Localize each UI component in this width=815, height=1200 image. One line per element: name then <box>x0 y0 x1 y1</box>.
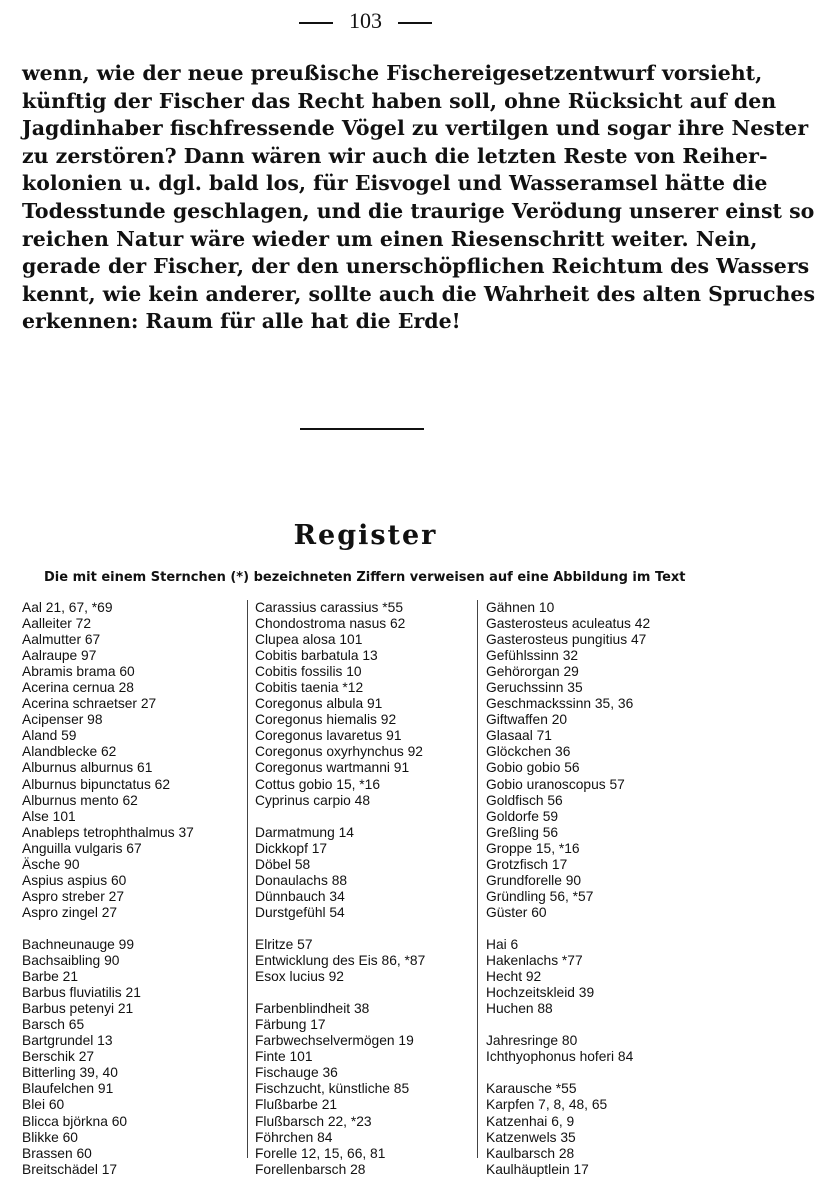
header-dash-left <box>299 22 333 24</box>
register-entry: Alburnus mento 62 <box>22 792 138 808</box>
register-entry: Gasterosteus pungitius 47 <box>486 632 647 648</box>
register-entry: Glöckchen 36 <box>486 744 571 760</box>
register-entry: Brassen 60 <box>22 1145 92 1161</box>
register-entry: Farbwechselvermögen 19 <box>255 1033 414 1049</box>
register-entry: Flußbarbe 21 <box>255 1097 338 1113</box>
register-spacer <box>255 985 473 1001</box>
intro-line: künftig der Fischer das Recht haben soll, ohne Rücksicht auf den <box>22 88 777 113</box>
register-entry: Huchen 88 <box>486 1001 553 1017</box>
register-entry: Geruchssinn 35 <box>486 680 583 696</box>
register-entry: Alburnus bipunctatus 62 <box>22 776 171 792</box>
intro-line: gerade der Fischer, der den unerschöpflichen Reichtum des Wassers <box>22 254 810 279</box>
register-spacer <box>22 921 244 937</box>
register-entry: Barsch 65 <box>22 1017 85 1033</box>
register-entry: Aspius aspius 60 <box>22 872 127 888</box>
register-entry: Clupea alosa 101 <box>255 632 363 648</box>
register-entry: Kaulhäuptlein 17 <box>486 1161 589 1177</box>
register-entry: Chondostroma nasus 62 <box>255 616 406 632</box>
register-entry: Glasaal 71 <box>486 728 552 744</box>
register-entry: Gründling 56, *57 <box>486 888 594 904</box>
register-spacer <box>486 1065 711 1081</box>
register-entry: Gobio uranoscopus 57 <box>486 776 625 792</box>
page-number: 103 <box>349 8 382 33</box>
intro-line: kennt, wie kein anderer, sollte auch die Wahrheit des alten Spruches <box>22 281 815 306</box>
register-entry: Dickkopf 17 <box>255 840 328 856</box>
register-entry: Katzenhai 6, 9 <box>486 1113 575 1129</box>
register-entry: Giftwaffen 20 <box>486 712 568 728</box>
register-column-1 <box>22 600 244 1178</box>
register-entry: Blikke 60 <box>22 1129 78 1145</box>
intro-line: Todesstunde geschlagen, und die traurige Verödung unserer einst so <box>22 198 815 223</box>
register-entry: Entwicklung des Eis 86, *87 <box>255 953 426 969</box>
register-entry: Alse 101 <box>22 808 76 824</box>
register-entry: Groppe 15, *16 <box>486 840 580 856</box>
intro-line: wenn, wie der neue preußische Fischereigesetzentwurf vorsieht, <box>22 61 763 85</box>
register-entry: Blaufelchen 91 <box>22 1081 114 1097</box>
register-spacer <box>486 921 711 937</box>
register-entry: Finte 101 <box>255 1049 313 1065</box>
register-entry: Bachsaibling 90 <box>22 953 120 969</box>
register-entry: Hecht 92 <box>486 969 542 985</box>
register-note: Die mit einem Sternchen (*) bezeichneten Ziffern verweisen auf eine Abbildung im Text <box>44 570 686 585</box>
intro-line: zu zerstören? Dann wären wir auch die letzten Reste von Reiher- <box>22 143 768 168</box>
page-header <box>0 8 731 34</box>
register-entry: Katzenwels 35 <box>486 1129 576 1145</box>
register-entry: Coregonus lavaretus 91 <box>255 728 402 744</box>
register-entry: Alburnus alburnus 61 <box>22 760 153 776</box>
register-entry: Dünnbauch 34 <box>255 888 345 904</box>
register-entry: Grotzfisch 17 <box>486 856 568 872</box>
register-entry: Aal 21, 67, *69 <box>22 600 113 615</box>
register-entry: Hai 6 <box>486 936 519 952</box>
column-divider-2 <box>477 600 478 1158</box>
register-entry: Gähnen 10 <box>486 600 555 615</box>
register-entry: Carassius carassius *55 <box>255 600 403 615</box>
register-entry: Bartgrundel 13 <box>22 1033 113 1049</box>
register-entry: Bachneunauge 99 <box>22 936 135 952</box>
register-entry: Kaulbarsch 28 <box>486 1145 575 1161</box>
register-entry: Greßling 56 <box>486 824 559 840</box>
register-column-2 <box>255 600 473 1178</box>
register-entry: Hochzeitskleid 39 <box>486 985 595 1001</box>
column-divider-1 <box>247 600 248 1158</box>
register-entry: Acerina schraetser 27 <box>22 696 157 712</box>
register-entry: Aalmutter 67 <box>22 632 101 648</box>
register-entry: Karausche *55 <box>486 1081 577 1097</box>
intro-line: kolonien u. dgl. bald los, für Eisvogel und Wasseramsel hätte die <box>22 171 768 196</box>
register-entry: Cobitis taenia *12 <box>255 680 364 696</box>
register-entry: Barbus fluviatilis 21 <box>22 985 141 1001</box>
register-entry: Elritze 57 <box>255 936 313 952</box>
register-entry: Flußbarsch 22, *23 <box>255 1113 372 1129</box>
register-entry: Breitschädel 17 <box>22 1161 118 1177</box>
register-entry: Esox lucius 92 <box>255 969 344 985</box>
section-separator <box>300 428 424 430</box>
register-entry: Cyprinus carpio 48 <box>255 792 371 808</box>
register-column-3 <box>486 600 711 1178</box>
intro-line: erkennen: Raum für alle hat die Erde! <box>22 309 461 334</box>
register-entry: Aland 59 <box>22 728 77 744</box>
register-entry: Bitterling 39, 40 <box>22 1065 118 1081</box>
intro-paragraph <box>22 60 815 336</box>
register-entry: Hakenlachs *77 <box>486 953 583 969</box>
register-entry: Anableps tetrophthalmus 37 <box>22 824 194 840</box>
register-entry: Ichthyophonus hoferi 84 <box>486 1049 634 1065</box>
register-entry: Güster 60 <box>486 904 547 920</box>
register-entry: Gasterosteus aculeatus 42 <box>486 616 651 632</box>
register-entry: Darmatmung 14 <box>255 824 354 840</box>
register-entry: Gefühlssinn 32 <box>486 648 579 664</box>
register-entry: Geschmackssinn 35, 36 <box>486 696 634 712</box>
register-title: Register <box>293 520 438 551</box>
register-entry: Karpfen 7, 8, 48, 65 <box>486 1097 608 1113</box>
register-entry: Alandblecke 62 <box>22 744 117 760</box>
register-entry: Barbus petenyi 21 <box>22 1001 134 1017</box>
intro-line: reichen Natur wäre wieder um einen Riesenschritt weiter. Nein, <box>22 226 758 251</box>
register-entry: Anguilla vulgaris 67 <box>22 840 142 856</box>
register-entry: Gobio gobio 56 <box>486 760 580 776</box>
register-entry: Forelle 12, 15, 66, 81 <box>255 1145 386 1161</box>
register-entry: Gehörorgan 29 <box>486 664 579 680</box>
register-entry: Blei 60 <box>22 1097 65 1113</box>
register-entry: Fischauge 36 <box>255 1065 338 1081</box>
register-entry: Coregonus oxyrhynchus 92 <box>255 744 423 760</box>
register-entry: Durstgefühl 54 <box>255 904 345 920</box>
register-entry: Goldfisch 56 <box>486 792 563 808</box>
register-entry: Äsche 90 <box>22 856 80 872</box>
intro-line: Jagdinhaber fischfressende Vögel zu vertilgen und sogar ihre Nester <box>22 116 809 141</box>
register-entry: Aalraupe 97 <box>22 648 97 664</box>
register-entry: Cobitis fossilis 10 <box>255 664 362 680</box>
register-entry: Forellenbarsch 28 <box>255 1161 366 1177</box>
register-entry: Döbel 58 <box>255 856 311 872</box>
register-entry: Jahresringe 80 <box>486 1033 578 1049</box>
register-entry: Farbenblindheit 38 <box>255 1001 370 1017</box>
register-entry: Abramis brama 60 <box>22 664 135 680</box>
register-spacer <box>486 1017 711 1033</box>
register-entry: Coregonus wartmanni 91 <box>255 760 410 776</box>
register-entry: Berschik 27 <box>22 1049 95 1065</box>
register-entry: Föhrchen 84 <box>255 1129 333 1145</box>
register-entry: Grundforelle 90 <box>486 872 582 888</box>
register-entry: Acipenser 98 <box>22 712 103 728</box>
register-entry: Barbe 21 <box>22 969 78 985</box>
register-entry: Cobitis barbatula 13 <box>255 648 378 664</box>
register-entry: Acerina cernua 28 <box>22 680 134 696</box>
register-entry: Goldorfe 59 <box>486 808 559 824</box>
header-dash-right <box>398 22 432 24</box>
register-entry: Fischzucht, künstliche 85 <box>255 1081 410 1097</box>
register-entry: Aspro zingel 27 <box>22 904 118 920</box>
register-entry: Cottus gobio 15, *16 <box>255 776 381 792</box>
register-entry: Blicca björkna 60 <box>22 1113 128 1129</box>
register-entry: Färbung 17 <box>255 1017 326 1033</box>
register-entry: Coregonus albula 91 <box>255 696 383 712</box>
register-entry: Aspro streber 27 <box>22 888 124 904</box>
register-spacer <box>255 809 473 825</box>
register-entry: Coregonus hiemalis 92 <box>255 712 397 728</box>
register-entry: Aalleiter 72 <box>22 616 92 632</box>
register-entry: Donaulachs 88 <box>255 872 348 888</box>
register-spacer <box>255 921 473 937</box>
